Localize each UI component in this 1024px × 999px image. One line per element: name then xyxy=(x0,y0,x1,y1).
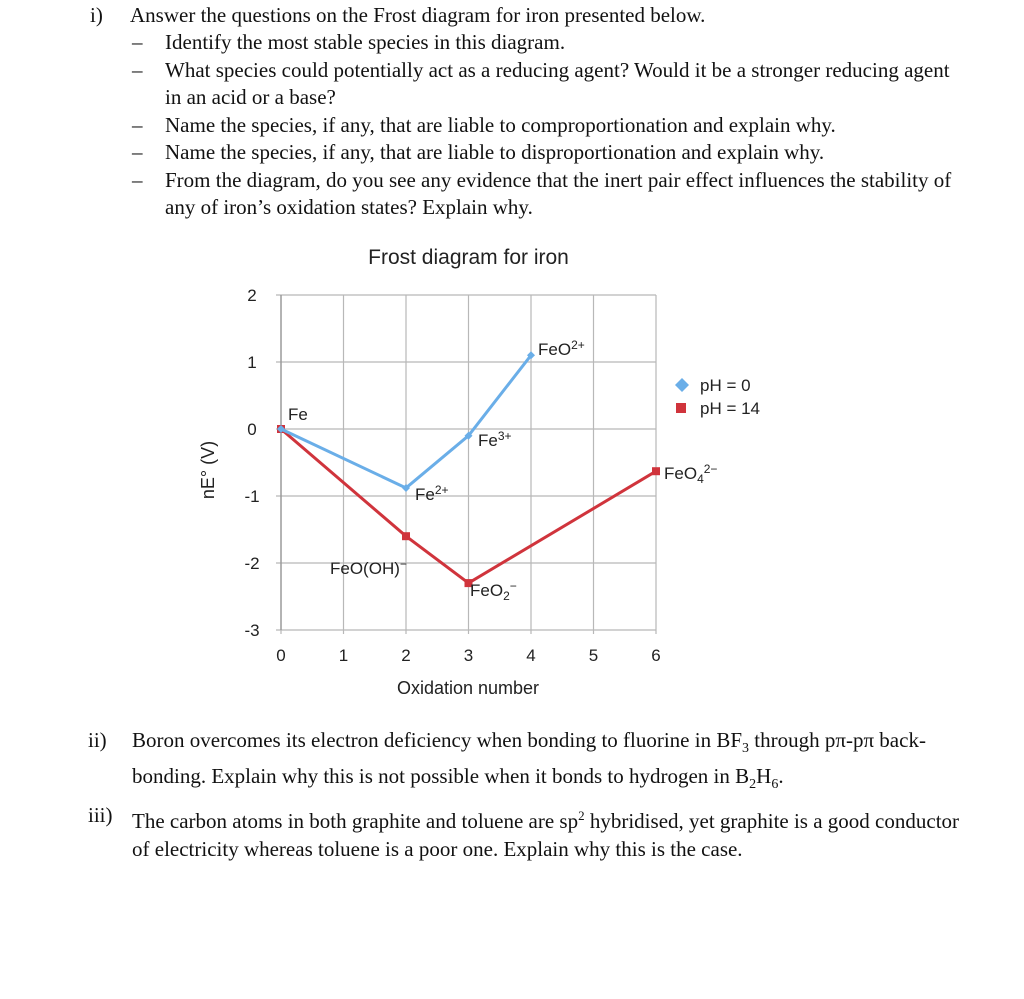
data-point-square xyxy=(652,467,660,475)
species-label: FeO$^{2+}$ xyxy=(538,338,585,359)
question-text: Answer the questions on the Frost diagram for iron presented below. xyxy=(130,3,706,27)
x-tick-label: 3 xyxy=(463,646,474,665)
species-label: FeO$_2$− xyxy=(470,579,517,603)
bullet-item: – Name the species, if any, that are liable to comproportionation and explain why. xyxy=(132,112,836,137)
bullet-item: – Name the species, if any, that are liable to disproportionation and explain why. xyxy=(132,140,825,164)
bullet-item: – What species could potentially act as a reducing agent? Would it be a stronger reducing agent in an acid or a base? xyxy=(132,57,950,109)
species-label: FeO(OH)− xyxy=(330,557,407,578)
y-tick-label: 1 xyxy=(247,353,257,372)
x-tick-label: 2 xyxy=(401,646,411,665)
legend-label: pH = 14 xyxy=(700,399,761,418)
x-tick-label: 0 xyxy=(276,646,286,665)
question-ii-text: Boron overcomes its electron deficiency when bonding to fluorine in $BF_3$ through pπ-pπ back-bonding. Explain why this is not possible when it bonds to hydrogen in $B_2H_6$. xyxy=(132,728,926,792)
species-label: $Fe^{3+}$ xyxy=(478,429,512,450)
x-axis-ticks xyxy=(276,646,660,665)
legend-square-icon xyxy=(676,403,686,413)
x-tick-label: 5 xyxy=(588,646,599,665)
bullet-item: – Identify the most stable species in this diagram. xyxy=(132,30,566,54)
species-label: FeO$_4^{2-}$ xyxy=(664,462,718,486)
species-label: Fe xyxy=(288,405,308,424)
species-label: $Fe^{2+}$ xyxy=(415,483,449,504)
y-tick-label: 2 xyxy=(247,286,257,305)
chart-legend xyxy=(675,376,760,418)
x-axis-label: Oxidation number xyxy=(396,678,540,698)
x-tick-label: 4 xyxy=(526,646,536,665)
y-axis-label: nE° (V) xyxy=(198,440,218,500)
chart-title: Frost diagram for iron xyxy=(368,246,569,269)
question-iii-text: The carbon atoms in both graphite and toluene are $sp^2$ hybridised, yet graphite is a good conductor of electricity whereas toluene is a poor one. Explain why this is the case. xyxy=(132,808,960,861)
question-number: i) xyxy=(90,3,103,27)
data-point-square xyxy=(402,532,410,540)
legend-label: pH = 0 xyxy=(700,376,751,395)
y-tick-label: 0 xyxy=(247,420,257,439)
y-tick-label: -3 xyxy=(244,621,260,640)
x-tick-label: 6 xyxy=(651,646,661,665)
legend-diamond-icon xyxy=(675,378,689,392)
y-tick-label: -1 xyxy=(244,487,260,506)
y-tick-label: -2 xyxy=(244,554,260,573)
bullet-item: – From the diagram, do you see any evidence that the inert pair effect influences the stability of any of iron’s oxidation states? Explain why. xyxy=(132,167,952,219)
x-tick-label: 1 xyxy=(338,646,349,665)
y-axis-ticks xyxy=(244,286,259,640)
